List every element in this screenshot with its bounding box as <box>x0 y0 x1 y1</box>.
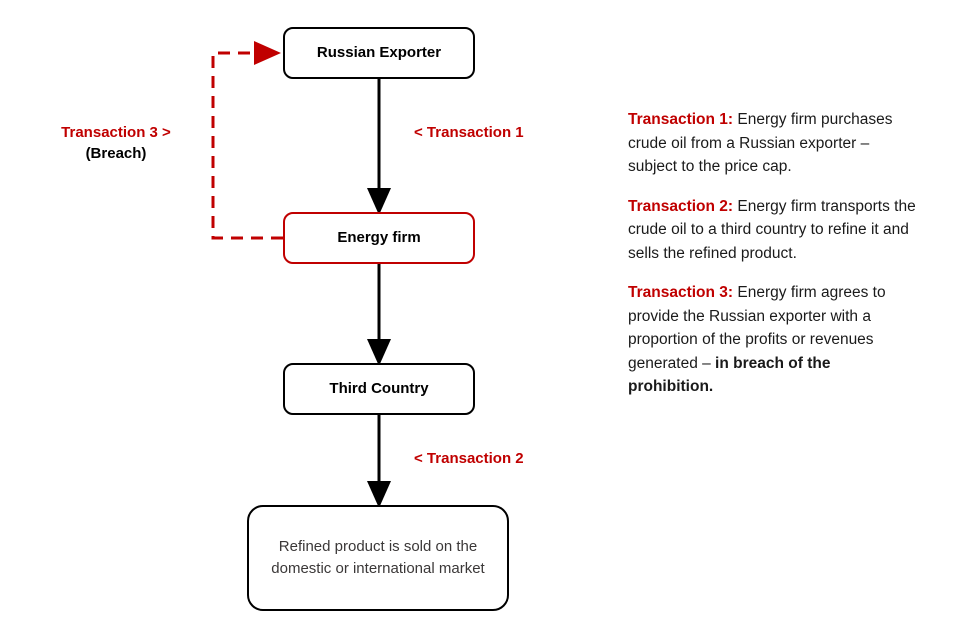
node-third-country <box>283 363 475 415</box>
node-refined-product-label: Refined product is sold on the domestic or international market <box>271 537 485 577</box>
legend-item-transaction-3 <box>628 281 916 399</box>
arrow-energyfirm-to-exporter-breach <box>213 53 283 238</box>
legend-item-1-body: Energy firm purchases crude oil from a Russian exporter – subject to the price cap. <box>628 111 893 176</box>
node-russian-exporter <box>283 27 475 79</box>
legend-item-3-body: Energy firm agrees to provide the Russian exporter with a proportion of the profits or revenues generated – <box>628 284 886 372</box>
edge-label-transaction-2: < Transaction 2 <box>414 450 524 467</box>
node-russian-exporter-label: Russian Exporter <box>316 43 442 61</box>
legend-item-transaction-2 <box>628 195 916 266</box>
legend-item-transaction-1 <box>628 108 916 179</box>
edge-label-transaction-3-breach: (Breach) <box>85 145 147 162</box>
legend-item-3-title: Transaction 3: <box>628 284 734 302</box>
edge-label-transaction-1: < Transaction 1 <box>414 124 524 141</box>
edge-label-transaction-3-main: Transaction 3 > <box>61 124 171 141</box>
edge-label-transaction-3 <box>46 124 186 162</box>
legend-item-2-title: Transaction 2: <box>628 197 734 215</box>
legend-item-2-body: Energy firm transports the crude oil to a third country to refine it and sells the refined product. <box>628 197 916 262</box>
legend-item-3-emphasis: in breach of the prohibition. <box>628 354 831 396</box>
legend-item-1-title: Transaction 1: <box>628 111 734 128</box>
node-energy-firm-label: Energy firm <box>337 228 421 246</box>
node-third-country-label: Third Country <box>329 379 429 397</box>
node-energy-firm <box>283 212 475 264</box>
legend-panel <box>628 108 916 415</box>
node-refined-product <box>247 505 509 611</box>
